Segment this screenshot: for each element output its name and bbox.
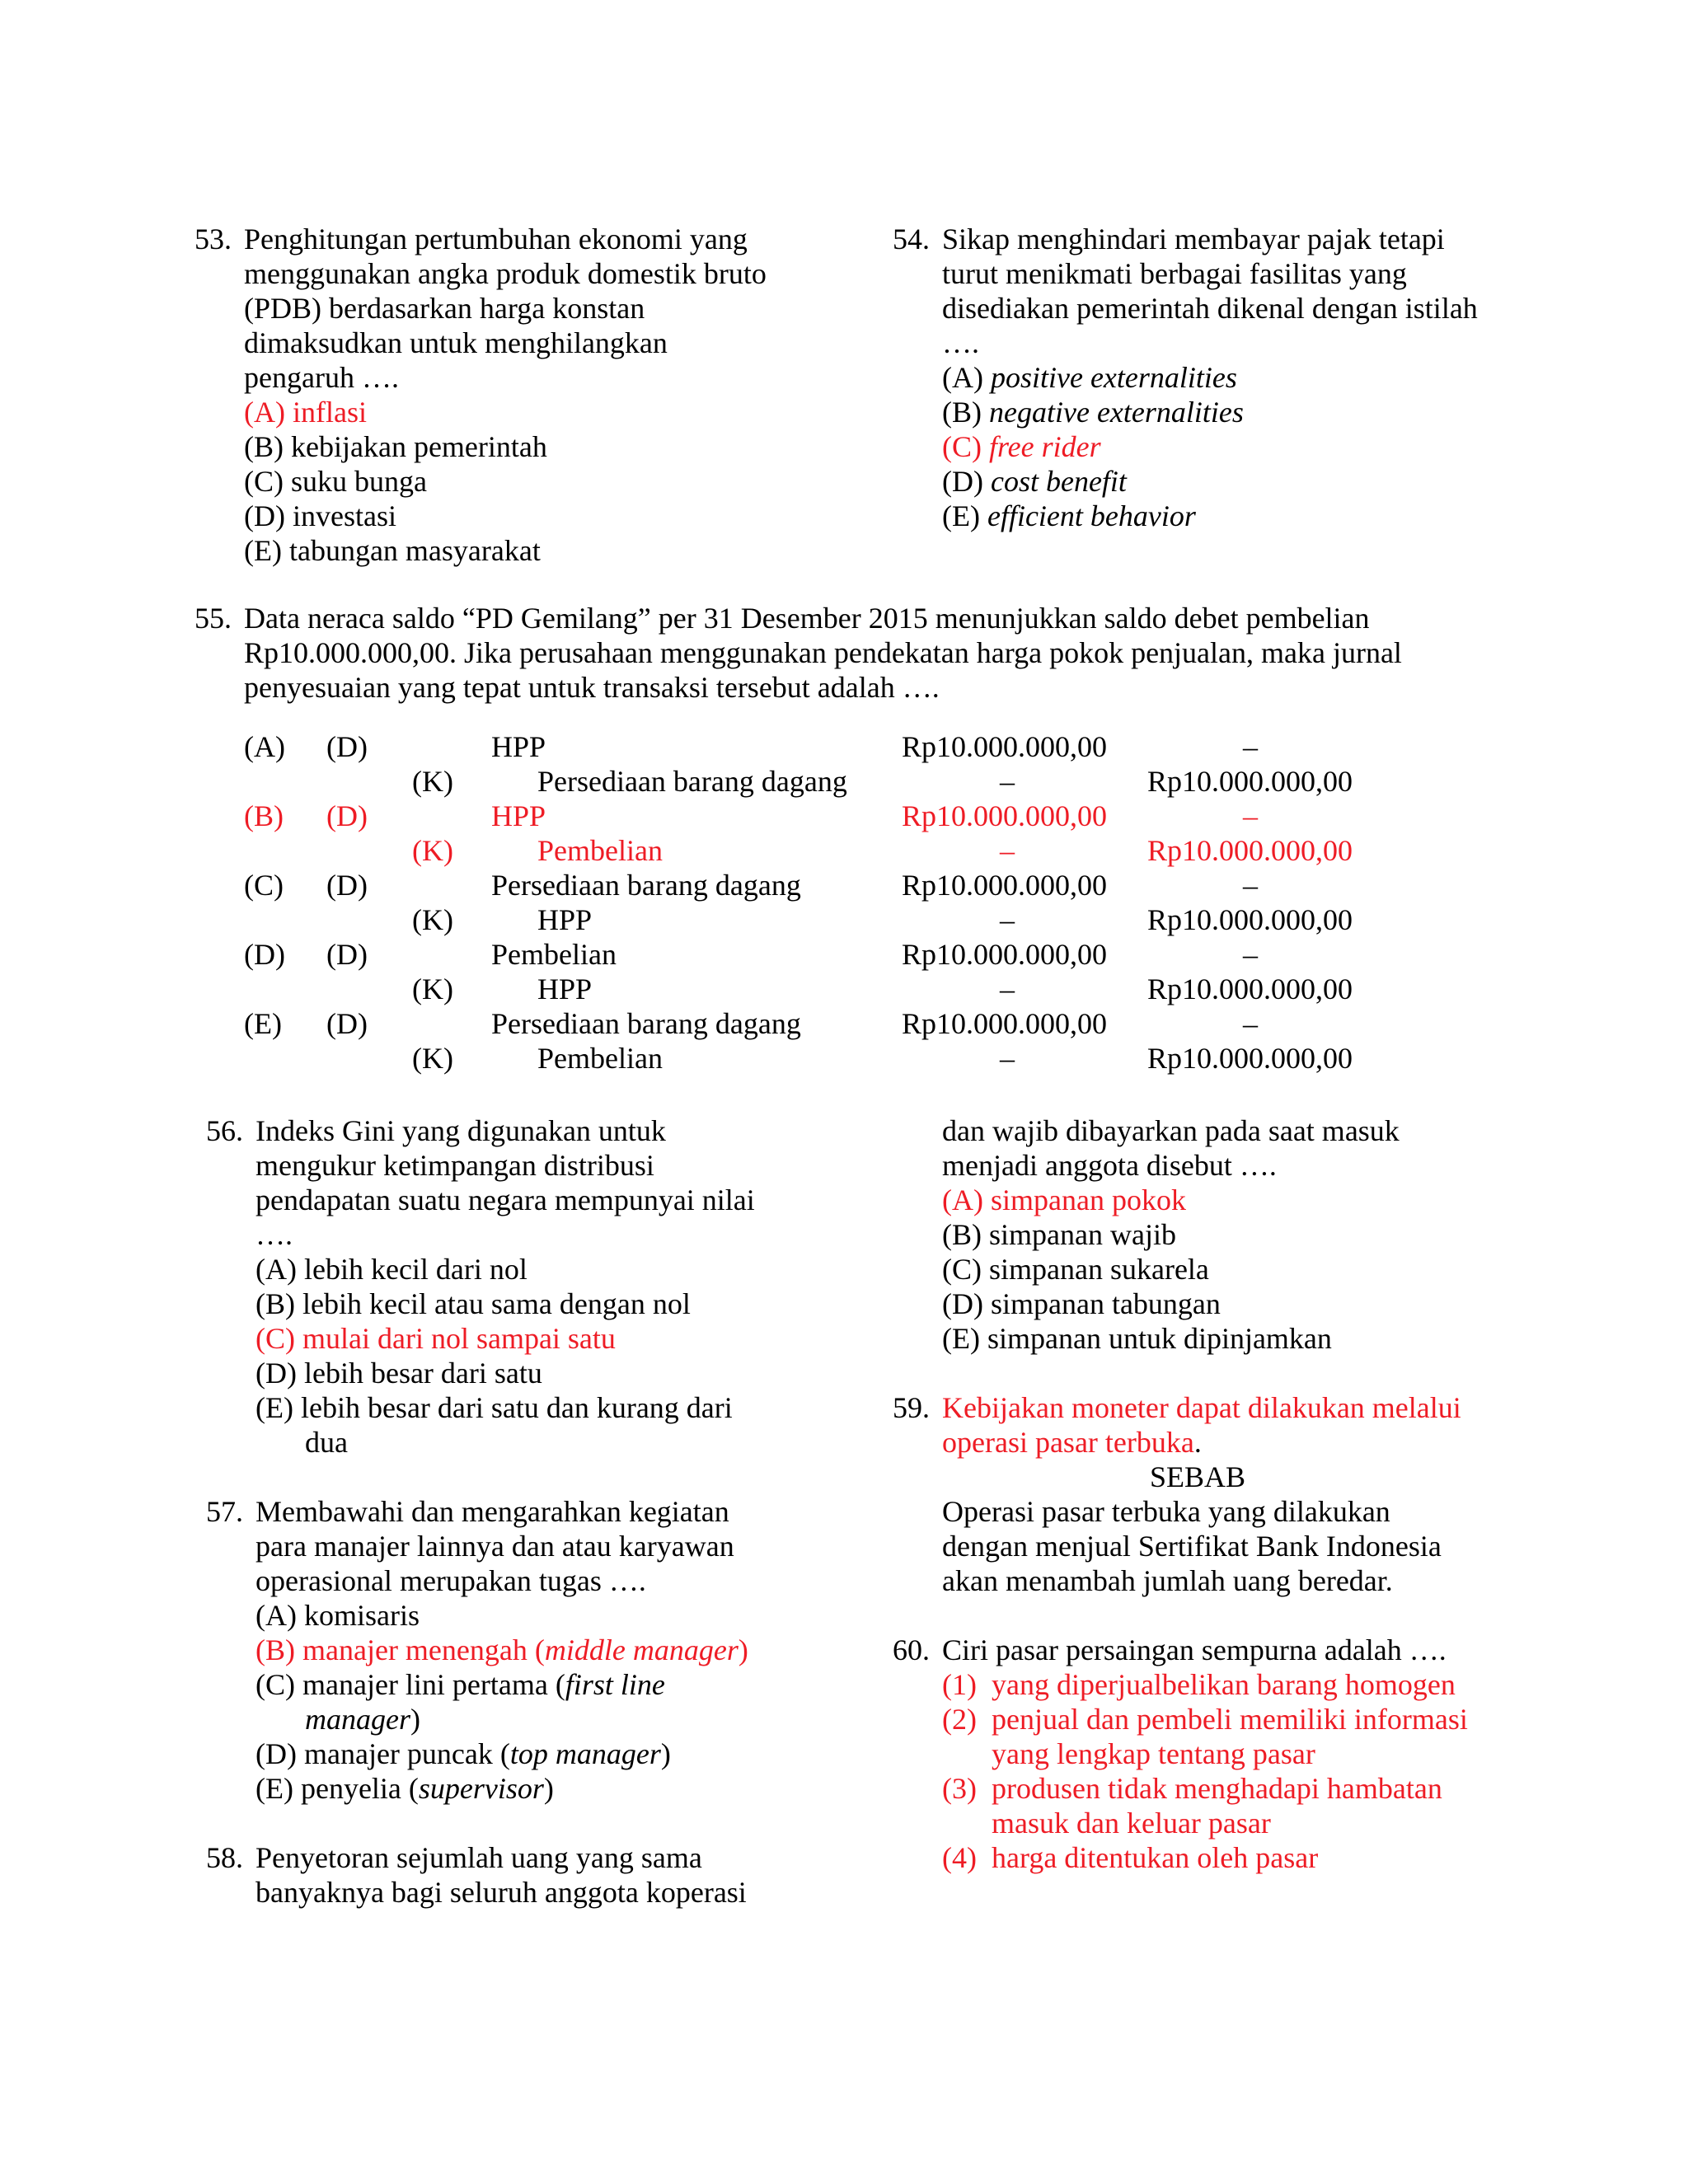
question-number: 56.	[206, 1114, 243, 1147]
option-c-correct: (C) free rider	[942, 430, 1101, 463]
question-number: 57.	[206, 1495, 243, 1528]
option-b: (B) lebih kecil atau sama dengan nol	[256, 1287, 691, 1320]
question-body	[256, 1113, 755, 1460]
option-d-debit-row: (D) (D) Pembelian Rp10.000.000,00 –	[244, 938, 1258, 971]
option-e: (E) efficient behavior	[942, 499, 1196, 532]
connector-sebab: SEBAB	[1149, 1460, 1246, 1493]
reason-line: Operasi pasar terbuka yang dilakukan	[942, 1495, 1390, 1528]
item-2: (2) penjual dan pembeli memiliki informasi	[942, 1703, 1468, 1736]
reason-line: akan menambah jumlah uang beredar.	[942, 1564, 1393, 1597]
option-a: (A) komisaris	[256, 1599, 420, 1632]
statement-line: Kebijakan moneter dapat dilakukan melalui	[942, 1391, 1461, 1424]
option-d: (D) simpanan tabungan	[942, 1287, 1221, 1320]
option-c: (C) simpanan sukarela	[942, 1253, 1209, 1286]
stem-line: pengaruh ….	[244, 361, 399, 394]
stem-line: dimaksudkan untuk menghilangkan	[244, 326, 668, 359]
stem-line: penyesuaian yang tepat untuk transaksi tersebut adalah ….	[244, 671, 940, 704]
question-body	[256, 1494, 748, 1806]
stem-line: Sikap menghindari membayar pajak tetapi	[942, 223, 1445, 255]
question-58-continuation	[942, 1113, 1400, 1356]
option-b-correct: (B) manajer menengah (middle manager)	[256, 1633, 748, 1666]
question-body	[256, 1840, 747, 1910]
option-a-debit-row: (A) (D) HPP Rp10.000.000,00 –	[244, 730, 1258, 763]
stem-line: dan wajib dibayarkan pada saat masuk	[942, 1114, 1400, 1147]
item-3-continuation: masuk dan keluar pasar	[992, 1807, 1271, 1840]
option-b: (B) simpanan wajib	[942, 1218, 1176, 1251]
stem-line: Indeks Gini yang digunakan untuk	[256, 1114, 666, 1147]
stem-line: Membawahi dan mengarahkan kegiatan	[256, 1495, 729, 1528]
stem-line: operasional merupakan tugas ….	[256, 1564, 646, 1597]
option-a-credit-row: (K) Persediaan barang dagang – Rp10.000.000,00	[412, 765, 1353, 798]
stem-line: disediakan pemerintah dikenal dengan istilah	[942, 292, 1478, 325]
option-d: (D) investasi	[244, 499, 396, 532]
option-c: (C) suku bunga	[244, 465, 427, 498]
stem-line: Penghitungan pertumbuhan ekonomi yang	[244, 223, 748, 255]
question-body	[942, 222, 1478, 533]
option-a-correct: (A) inflasi	[244, 396, 367, 429]
question-body	[942, 1633, 1468, 1875]
question-number: 59.	[893, 1391, 930, 1424]
option-e-credit-row: (K) Pembelian – Rp10.000.000,00	[412, 1042, 1353, 1075]
option-e: (E) lebih besar dari satu dan kurang dari	[256, 1391, 733, 1424]
option-e-continuation: dua	[305, 1426, 348, 1459]
reason-line: dengan menjual Sertifikat Bank Indonesia	[942, 1530, 1442, 1563]
option-a: (A) lebih kecil dari nol	[256, 1253, 528, 1286]
stem-line: Data neraca saldo “PD Gemilang” per 31 Desember 2015 menunjukkan saldo debet pembelian	[244, 602, 1370, 635]
option-c-continuation: manager)	[305, 1703, 420, 1736]
option-d-credit-row: (K) HPP – Rp10.000.000,00	[412, 972, 1353, 1005]
stem-line: Ciri pasar persaingan sempurna adalah ….	[942, 1633, 1447, 1666]
item-3: (3) produsen tidak menghadapi hambatan	[942, 1772, 1442, 1805]
question-number: 53.	[195, 223, 232, 255]
stem-line: turut menikmati berbagai fasilitas yang	[942, 257, 1407, 290]
question-number: 55.	[195, 602, 232, 635]
option-c-credit-row: (K) HPP – Rp10.000.000,00	[412, 903, 1353, 936]
item-1: (1) yang diperjualbelikan barang homogen	[942, 1668, 1456, 1701]
stem-line: menjadi anggota disebut ….	[942, 1149, 1277, 1182]
option-b: (B) negative externalities	[942, 396, 1244, 429]
question-number: 58.	[206, 1841, 243, 1874]
question-body	[244, 222, 767, 568]
stem-line: pendapatan suatu negara mempunyai nilai	[256, 1183, 755, 1216]
option-d: (D) cost benefit	[942, 465, 1127, 498]
stem-line: mengukur ketimpangan distribusi	[256, 1149, 654, 1182]
stem-line: ….	[942, 326, 979, 359]
option-e: (E) penyelia (supervisor)	[256, 1772, 554, 1805]
question-number: 54.	[893, 223, 930, 255]
option-b: (B) kebijakan pemerintah	[244, 430, 547, 463]
stem-line: banyaknya bagi seluruh anggota koperasi	[256, 1876, 747, 1909]
item-4: (4) harga ditentukan oleh pasar	[942, 1841, 1319, 1874]
stem-line: para manajer lainnya dan atau karyawan	[256, 1530, 734, 1563]
stem-line: Penyetoran sejumlah uang yang sama	[256, 1841, 702, 1874]
question-number: 60.	[893, 1633, 930, 1666]
option-b-debit-row-correct: (B) (D) HPP Rp10.000.000,00 –	[244, 799, 1258, 832]
option-a: (A) positive externalities	[942, 361, 1237, 394]
option-e: (E) tabungan masyarakat	[244, 534, 541, 567]
option-c-debit-row: (C) (D) Persediaan barang dagang Rp10.000.000,00 –	[244, 869, 1258, 902]
option-b-credit-row-correct: (K) Pembelian – Rp10.000.000,00	[412, 834, 1353, 867]
option-e: (E) simpanan untuk dipinjamkan	[942, 1322, 1332, 1355]
question-body	[244, 601, 1402, 705]
stem-line: ….	[256, 1218, 293, 1251]
option-d: (D) lebih besar dari satu	[256, 1357, 542, 1390]
option-d: (D) manajer puncak (top manager)	[256, 1737, 671, 1770]
question-body	[942, 1390, 1486, 1598]
stem-line: menggunakan angka produk domestik bruto	[244, 257, 767, 290]
option-a-correct: (A) simpanan pokok	[942, 1183, 1186, 1216]
item-2-continuation: yang lengkap tentang pasar	[992, 1737, 1315, 1770]
option-c: (C) manajer lini pertama (first line	[256, 1668, 665, 1701]
stem-line: Rp10.000.000,00. Jika perusahaan menggunakan pendekatan harga pokok penjualan, maka jurnal	[244, 636, 1402, 669]
statement-line: operasi pasar terbuka.	[942, 1426, 1202, 1459]
option-e-debit-row: (E) (D) Persediaan barang dagang Rp10.000.000,00 –	[244, 1007, 1258, 1040]
stem-line: (PDB) berdasarkan harga konstan	[244, 292, 645, 325]
option-c-correct: (C) mulai dari nol sampai satu	[256, 1322, 616, 1355]
